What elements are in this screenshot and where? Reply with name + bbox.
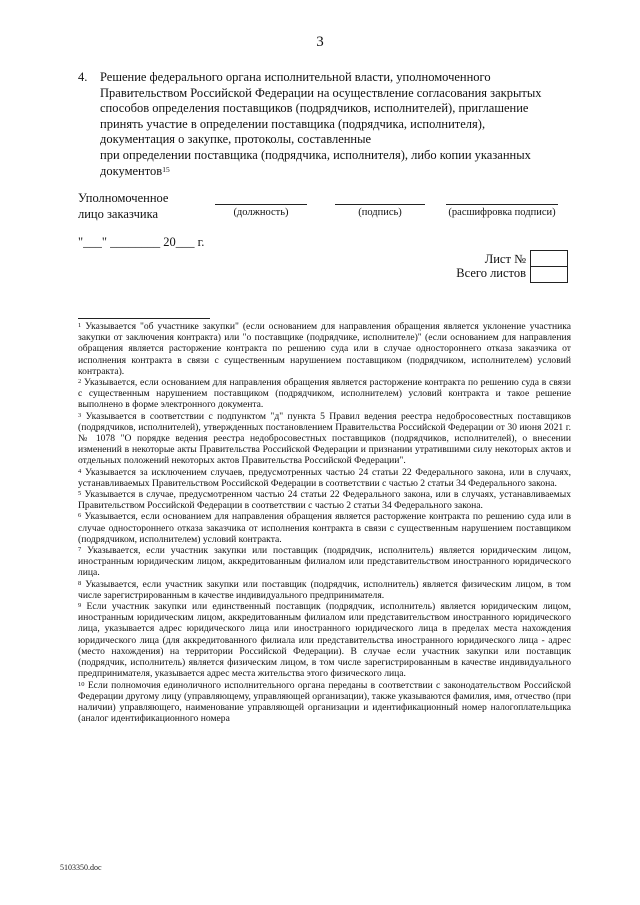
- footnote: $^1$ Указывается "об участнике закупки" (если основанием для направления обращения является уклонение участника закупки от заключения контракта) или "о поставщике (подрядчике, исполнителе)" (если основанием для направления обращения является расторжение контракта по решению суда или в случае одностороннего отказа заказчика от исполнения контракта в связи с существенным нарушением поставщиком (подрядчиком, исполнителем) условий контракта).: [78, 321, 571, 377]
- footnote: $^6$ Указывается, если основанием для направления обращения является расторжение контракта по решению суда или в случае одностороннего отказа заказчика от исполнения контракта в связи с существенным нарушением поставщиком (подрядчиком, исполнителем) условий контракта.: [78, 511, 571, 545]
- date-line: "___" ________ 20___ г.: [78, 235, 205, 249]
- total-sheets-label: Всего листов: [456, 266, 526, 280]
- item-line: способов определения поставщиков (подрядчиков, исполнителей), приглашение: [100, 101, 529, 116]
- footnote-number: 6: [78, 512, 82, 520]
- footnote-number: 2: [78, 378, 82, 386]
- signature-caption: (подпись): [358, 207, 402, 218]
- footnote-number: 5: [78, 490, 82, 498]
- footnote: $^2$ Указывается, если основанием для направления обращения является расторжение контракта по решению суда в связи с существенным нарушением поставщиком (подрядчиком, исполнителем) условий контракта и такое решение выполнено в форме электронного документа.: [78, 377, 571, 411]
- footnote-separator: [78, 318, 210, 319]
- sheet-number-label: Лист №: [484, 252, 526, 266]
- item-number: 4.: [78, 70, 88, 84]
- item-line-last: документов$^{15}$: [100, 163, 170, 178]
- signature-line: [335, 204, 425, 205]
- footnotes: [78, 321, 571, 724]
- item-line: Правительством Российской Федерации на осуществление согласования закрытых: [100, 85, 542, 100]
- footnote: $^4$ Указывается за исключением случаев, предусмотренных частью 24 статьи 22 Федерального закона, или в случаях, устанавливаемых Правительством Российской Федерации в соответствии с частью 2 статьи 34 Федерального закона.: [78, 466, 572, 489]
- position-caption: (должность): [233, 207, 289, 218]
- signature-decoding-line: [446, 204, 558, 205]
- footnote: $^3$ Указывается в соответствии с подпунктом "д" пункта 5 Правил ведения реестра недобросовестных поставщиков (подрядчиков, исполнителей), утвержденных постановлением Правительства Российской Федерации от 30 июня 2021 г. № 1078 "О порядке ведения реестра недобросовестных поставщиков (подрядчиков, исполнителей), о внесении изменений в некоторые акты Правительства Российской Федерации и признании утратившими силу некоторых актов и отдельных положений некоторых актов Правительства Российской Федерации".: [78, 410, 571, 467]
- footnote-number: 9: [78, 602, 82, 610]
- footnote-ref: 15: [162, 164, 170, 174]
- item-line: принять участие в определении поставщика (подрядчика, исполнителя),: [100, 116, 486, 131]
- signature-label-line2: лицо заказчика: [78, 207, 159, 221]
- signature-decoding-caption: (расшифровка подписи): [448, 207, 556, 218]
- footnote-number: 7: [78, 546, 82, 554]
- footnote: $^5$ Указывается в случае, предусмотренном частью 24 статьи 22 Федерального закона, или в случаях, устанавливаемых Правительством Российской Федерации в соответствии с частью 2 статьи 34 Федерального закона.: [78, 489, 571, 512]
- signature-label-line1: Уполномоченное: [78, 191, 169, 205]
- footnote: $^8$ Указывается, если участник закупки или поставщик (подрядчик, исполнитель) является физическим лицом, в том числе зарегистрированным в качестве индивидуального предпринимателя.: [78, 578, 571, 601]
- item-line: документация о закупке, протоколы, составленные: [100, 132, 372, 147]
- footnote-number: 4: [78, 467, 82, 475]
- document-code: 5103350.doc: [60, 863, 102, 872]
- footnote-number: 8: [78, 579, 82, 587]
- footnote-number: 1: [78, 322, 82, 329]
- footnote-number: 10: [78, 680, 85, 688]
- sheet-number-box: [530, 250, 568, 267]
- footnote: $^7$ Указывается, если участник закупки или поставщик (подрядчик, исполнитель) является юридическим лицом, иностранным юридическим лицом, аккредитованным филиалом или представительством иностранного юридического лица.: [78, 545, 571, 579]
- footnote-number: 3: [78, 411, 82, 419]
- footnote: $^9$ Если участник закупки или единственный поставщик (подрядчик, исполнитель) является юридическим лицом, иностранным юридическим лицом, аккредитованным филиалом или представительством иностранного юридического лица, указывается адрес юридического лица или иностранного юридического лица в пределах места нахождения юридического лица (для аккредитованного филиала или представительства иностранного юридического лица - адрес (место нахождения) на территории Российской Федерации). В случае если участник закупки или поставщик (подрядчик, исполнитель) является физическим лицом, в том числе зарегистрированным в качестве индивидуального предпринимателя, указывается адрес места жительства этого физического лица.: [78, 601, 571, 680]
- page-number: 3: [316, 34, 324, 50]
- item-line: при определении поставщика (подрядчика, исполнителя), либо копии указанных: [100, 148, 531, 162]
- total-sheets-box: [530, 266, 568, 283]
- position-signature-line: [215, 204, 307, 205]
- footnote: $^{10}$ Если полномочия единоличного исполнительного органа переданы в соответствии с законодательством Российской Федерации другому лицу (управляющему, управляющей организации), также указываются фамилия, имя, отчество (при наличии) управляющего, наименование управляющей организации и идентификационный номер налогоплательщика (аналог идентификационного номера: [78, 679, 571, 725]
- item-line: Решение федерального органа исполнительной власти, уполномоченного: [100, 70, 491, 84]
